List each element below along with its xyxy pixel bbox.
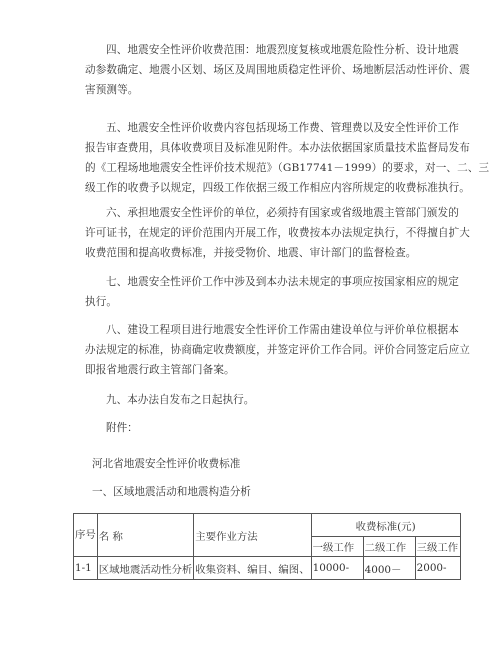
cell-level2: 4000－ <box>363 557 415 580</box>
table-header-row <box>74 514 461 537</box>
header-fee-standard: 收费标准(元) <box>311 514 460 537</box>
text-line: 级工作的收费予以规定，四级工作依据三级工作相应内容所规定的收费标准执行。 <box>85 182 470 194</box>
text-line: 收费范围和提高收费标准，并接受物价、地震、审计部门的监督检查。 <box>85 247 417 259</box>
paragraph-effective-date: 九、本办法自发布之日起执行。 <box>106 394 255 406</box>
attachment-label: 附件： <box>106 422 138 434</box>
header-level2: 二级工作 <box>363 537 415 557</box>
section-title: 一、区域地震活动和地震构造分析 <box>92 486 251 498</box>
paragraph-contract-filing <box>85 320 470 380</box>
table-row <box>74 557 461 580</box>
paragraph-evaluator-requirements <box>85 203 470 263</box>
paragraph-fee-scope <box>85 40 470 100</box>
cell-name: 区域地震活动性分析 <box>97 557 194 580</box>
attachment-title: 河北省地震安全性评价收费标准 <box>92 458 241 470</box>
text-line: 八、建设工程项目进行地震安全性评价工作需由建设单位与评价单位根据本 <box>106 324 459 336</box>
text-line: 报告审查费用，具体收费项目及标准见附件。本办法依据国家质量技术监督局发布 <box>85 142 470 154</box>
text-line: 许可证书，在规定的评价范围内开展工作，收费按本办法规定执行，不得擅自扩大 <box>85 227 470 239</box>
text-line: 六、承担地震安全性评价的单位，必须持有国家或省级地震主管部门颁发的 <box>106 207 459 219</box>
text-line: 的《工程场地地震安全性评价技术规范》（GB17741－1999）的要求，对一、二、三 <box>85 162 490 174</box>
text-line: 动参数确定、地震小区划、场区及周围地质稳定性评价、场地断层活动性评价、震 <box>85 64 470 76</box>
text-line: 办法规定的标准，协商确定收费额度，并签定评价工作合同。评价合同签定后应立 <box>85 344 470 356</box>
cell-seq: 1-1 <box>74 557 98 580</box>
paragraph-unspecified-matters <box>85 272 459 312</box>
header-method: 主要作业方法 <box>194 514 311 557</box>
text-line: 五、地震安全性评价收费内容包括现场工作费、管理费以及安全性评价工作 <box>106 122 459 134</box>
fee-standard-table <box>73 513 461 580</box>
paragraph-fee-content <box>85 118 490 198</box>
text-line: 执行。 <box>85 296 118 308</box>
text-line: 四、地震安全性评价收费范围：地震烈度复核或地震危险性分析、设计地震 <box>106 44 459 56</box>
cell-method: 收集资料、编目、编图、 <box>194 557 311 580</box>
header-level3: 三级工作 <box>415 537 460 557</box>
header-seq: 序号 <box>74 514 98 557</box>
text-line: 七、地震安全性评价工作中涉及到本办法未规定的事项应按国家相应的规定 <box>106 276 459 288</box>
text-line: 即报省地震行政主管部门备案。 <box>85 364 235 376</box>
header-name: 名 称 <box>97 514 194 557</box>
cell-level3: 2000- <box>415 557 460 580</box>
header-level1: 一级工作 <box>311 537 363 557</box>
text-line: 害预测等。 <box>85 84 139 96</box>
cell-level1: 10000- <box>311 557 363 580</box>
